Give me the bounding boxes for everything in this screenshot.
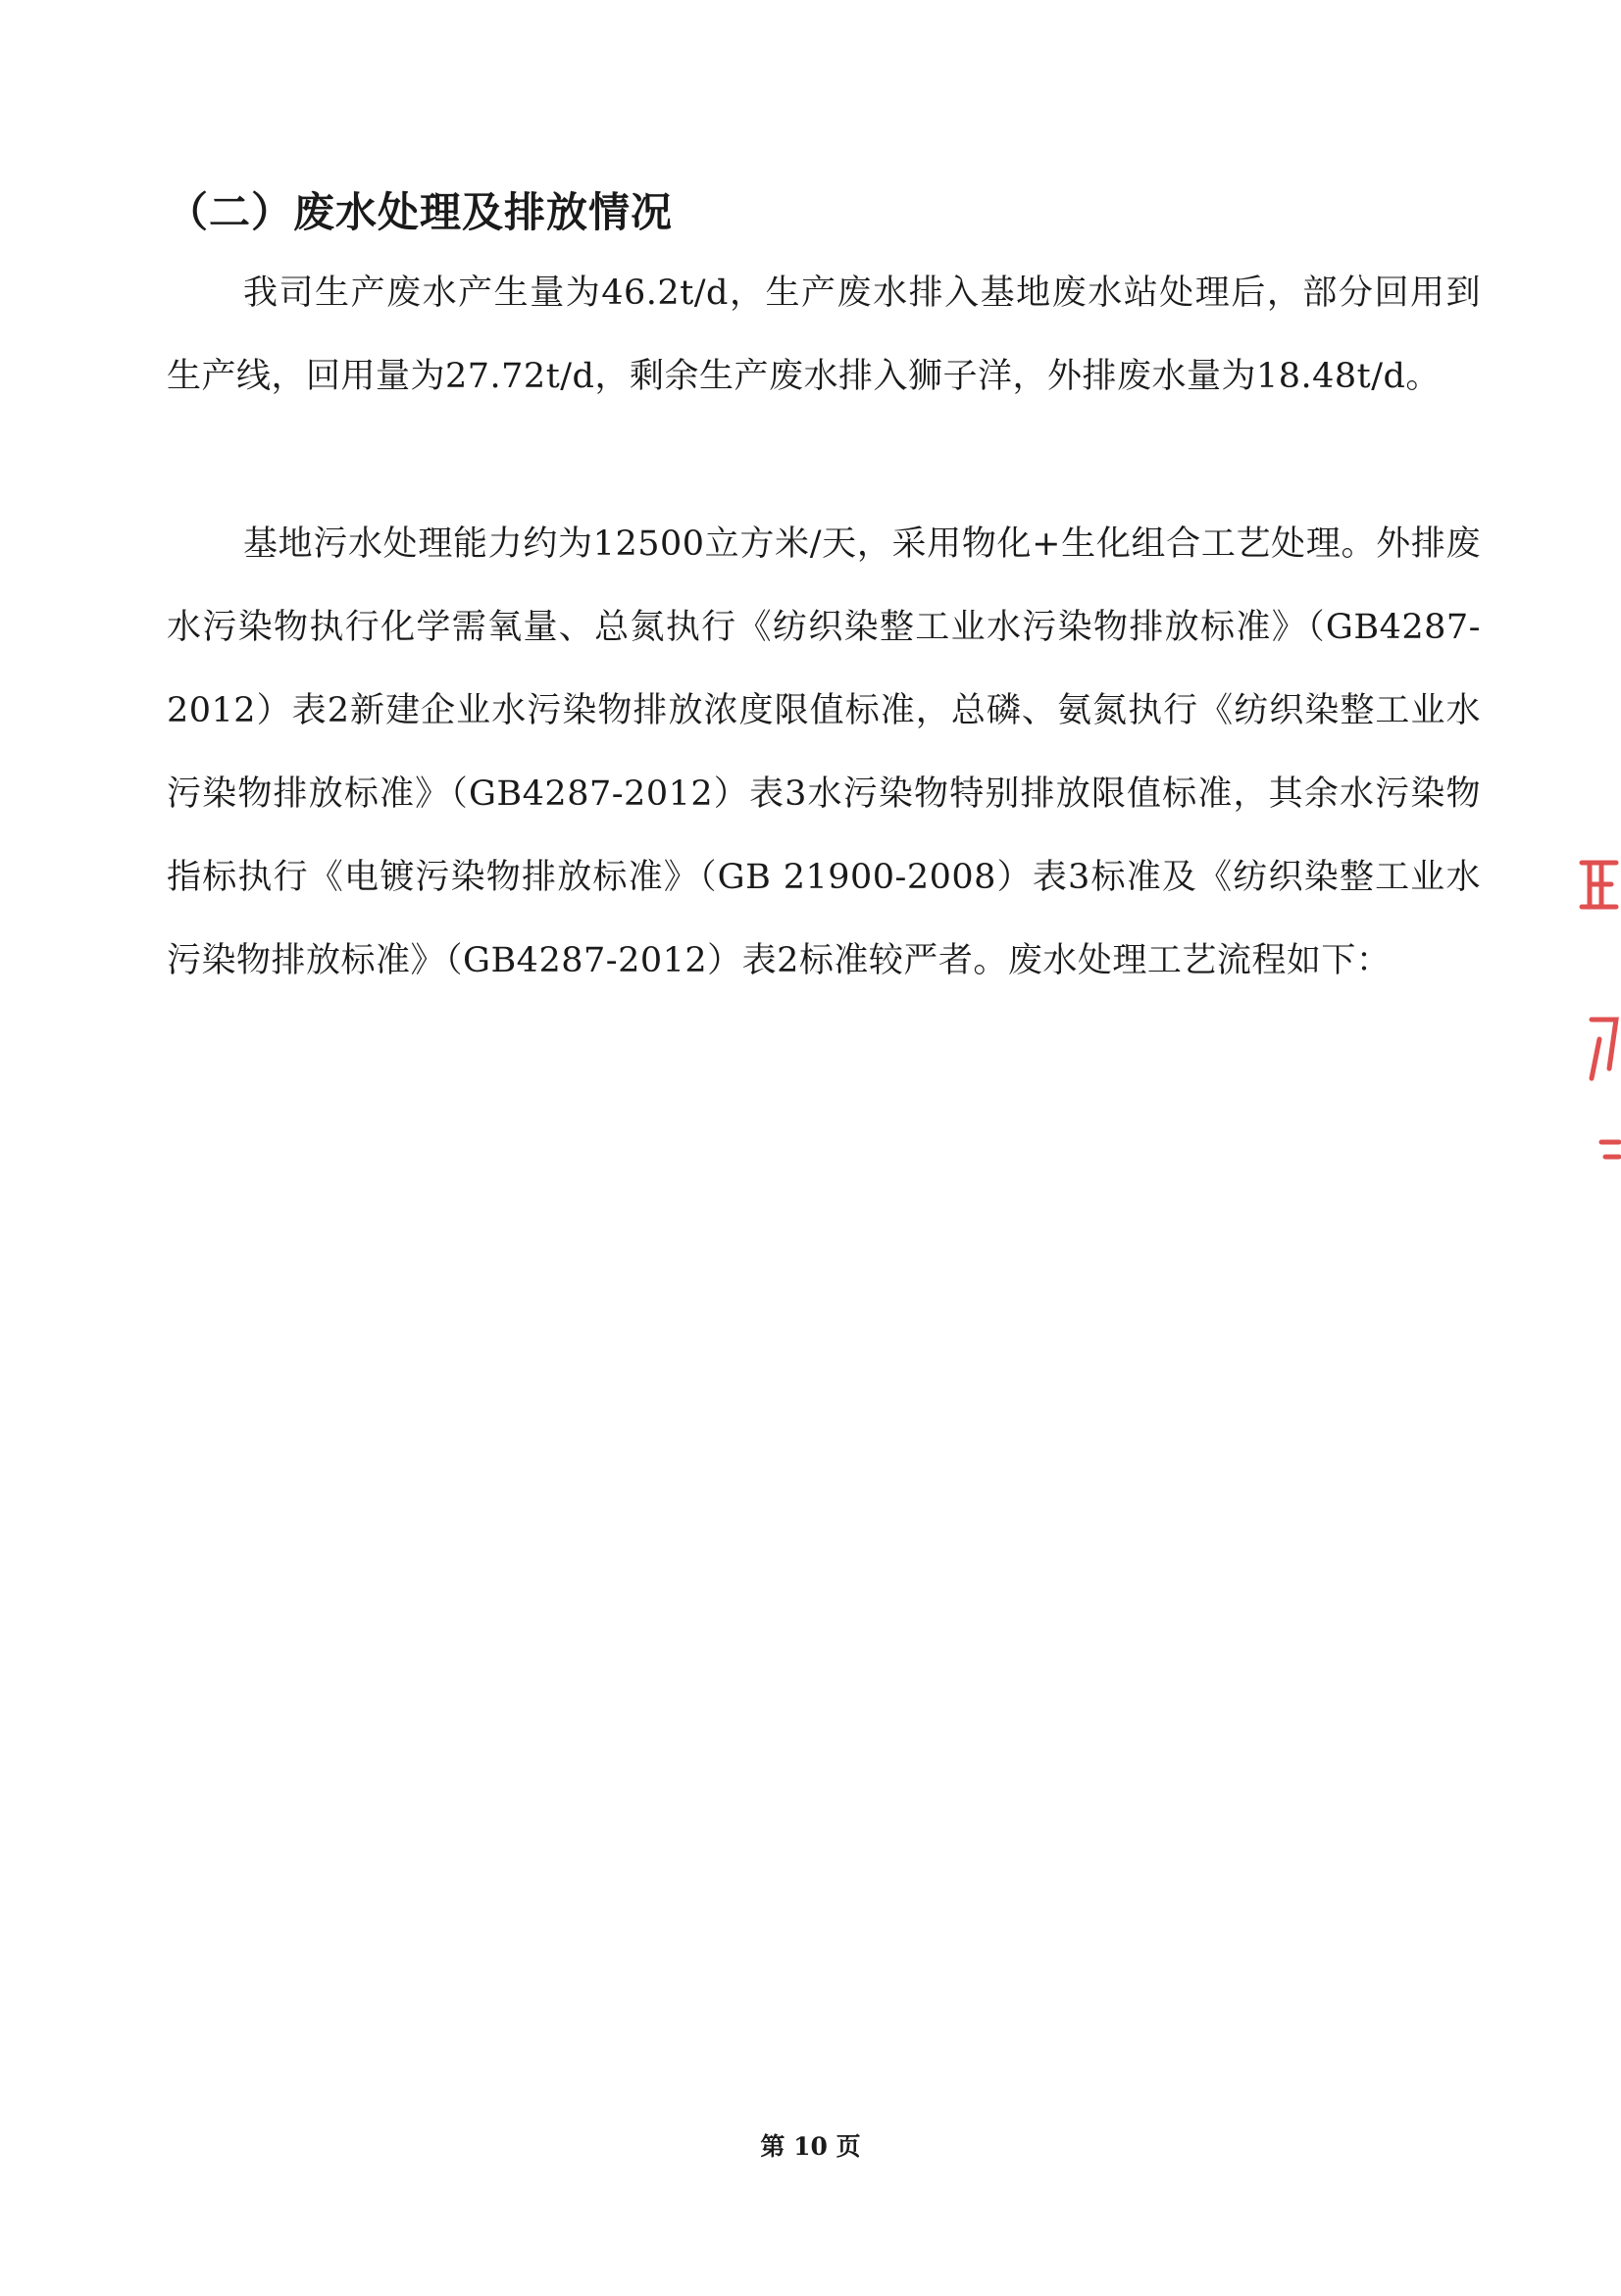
- seal-stamp-fragment: [1562, 843, 1621, 1176]
- paragraph-wastewater-volume: 我司生产废水产生量为46.2t/d，生产废水排入基地废水站处理后，部分回用到生产线，回用量为27.72t/d，剩余生产废水排入狮子洋，外排废水量为18.48t/d。: [167, 274, 1481, 396]
- section-heading: （二）废水处理及排放情况: [167, 188, 674, 236]
- page-number: 第 10 页: [760, 2132, 861, 2161]
- paragraph-treatment-standards: 基地污水处理能力约为12500立方米/天，采用物化+生化组合工艺处理。外排废水污染物执行化学需氧量、总氮执行《纺织染整工业水污染物排放标准》（GB4287-2012）表2新建企业水污染物排放浓度限值标准，总磷、氨氮执行《纺织染整工业水污染物排放标准》（GB4287-2012）表3水污染物特别排放限值标准，其余水污染物指标执行《电镀污染物排放标准》（GB 21900-2008）表3标准及《纺织染整工业水污染物排放标准》（GB4287-2012）表2标准较严者。废水处理工艺流程如下：: [167, 524, 1481, 980]
